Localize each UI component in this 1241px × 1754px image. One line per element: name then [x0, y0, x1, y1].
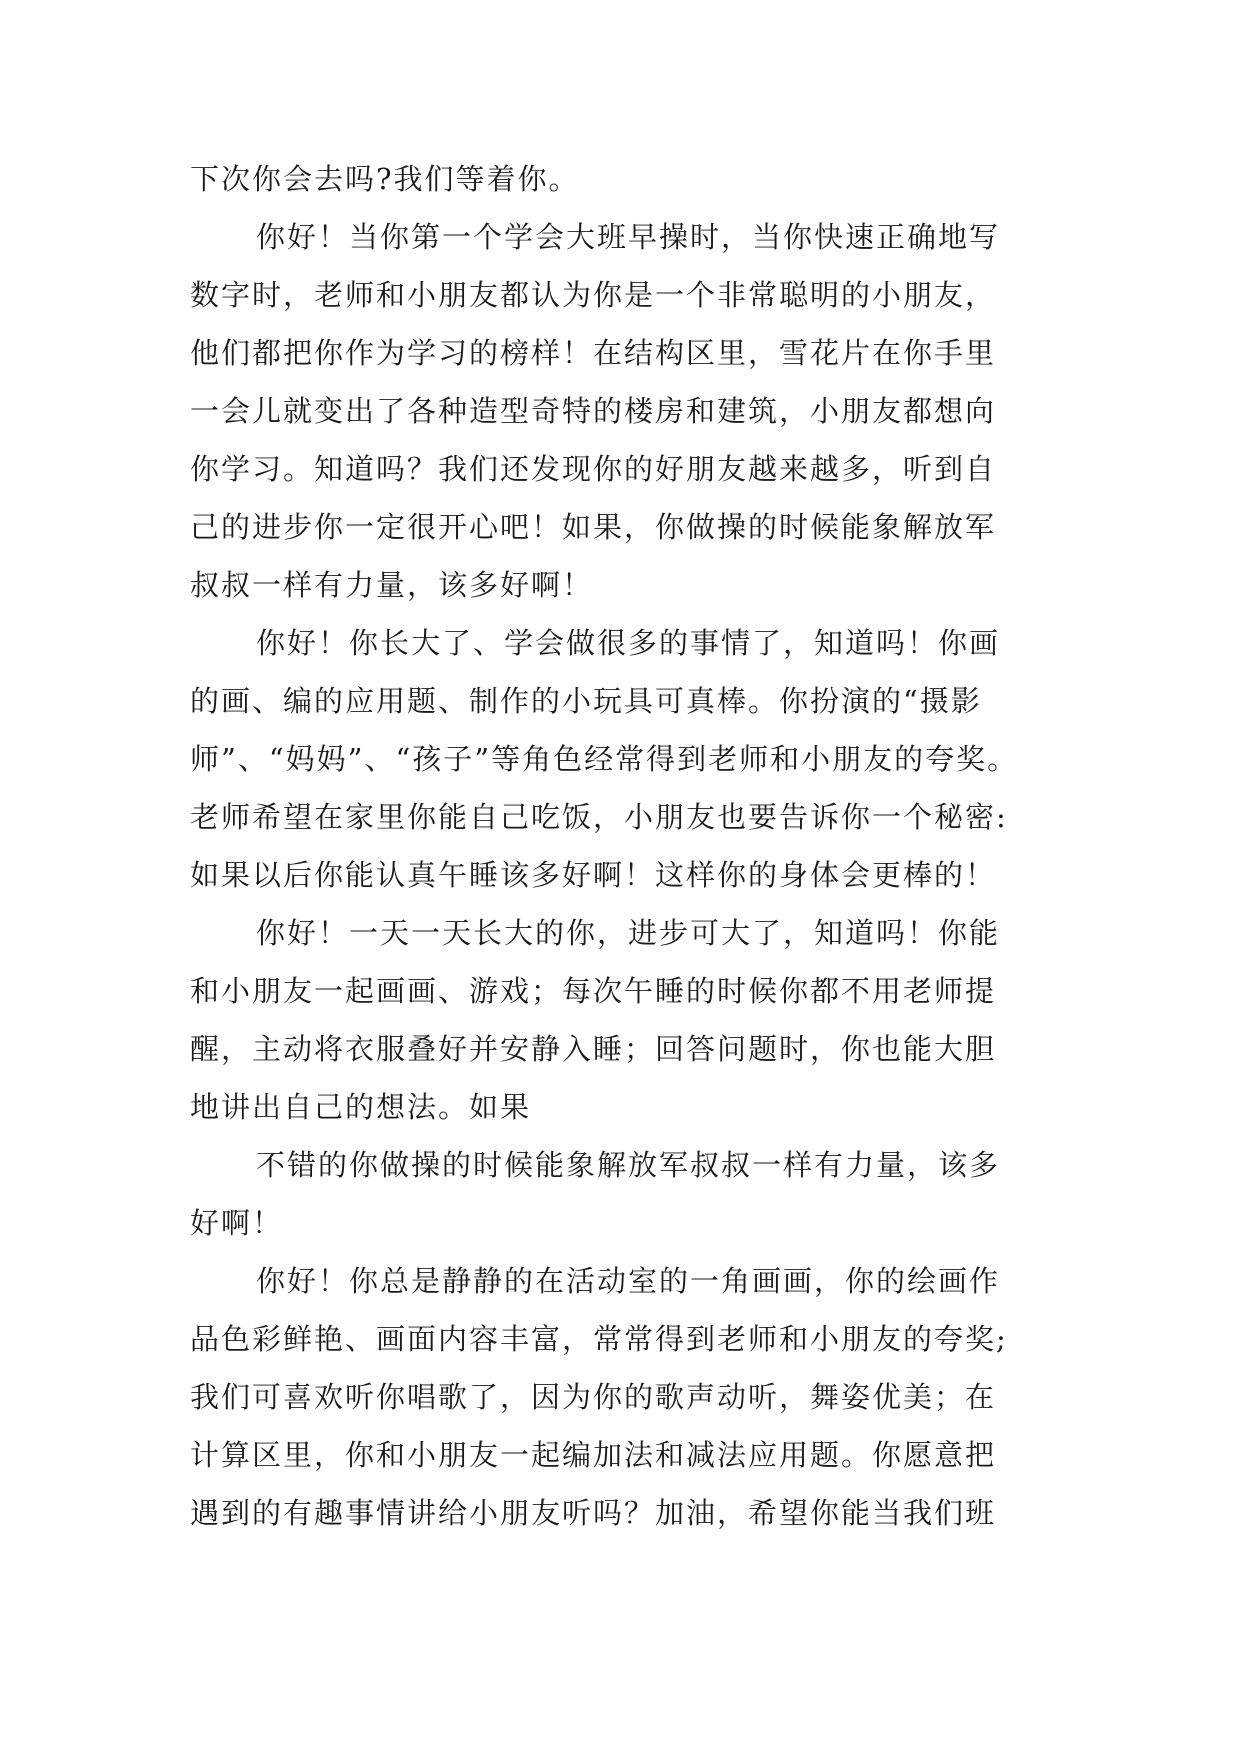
- text-line: 品色彩鲜艳、画面内容丰富，常常得到老师和小朋友的夸奖;: [190, 1322, 1008, 1356]
- text-line: 他们都把你作为学习的榜样！在结构区里，雪花片在你手里: [190, 336, 997, 370]
- text-line: 己的进步你一定很开心吧！如果，你做操的时候能象解放军: [190, 510, 997, 544]
- text-line: 遇到的有趣事情讲给小朋友听吗？加油，希望你能当我们班: [190, 1496, 997, 1530]
- text-line: 叔叔一样有力量，该多好啊！: [190, 568, 594, 602]
- text-line: 地讲出自己的想法。如果: [190, 1090, 532, 1124]
- text-line: 的画、编的应用题、制作的小玩具可真棒。你扮演的“摄影: [190, 684, 982, 718]
- text-line: 我们可喜欢听你唱歌了，因为你的歌声动听，舞姿优美；在: [190, 1380, 997, 1414]
- text-line: 和小朋友一起画画、游戏；每次午睡的时候你都不用老师提: [190, 974, 997, 1008]
- text-line: 师”、“妈妈”、“孩子”等角色经常得到老师和小朋友的夸奖。: [190, 742, 1019, 776]
- text-line: 一会儿就变出了各种造型奇特的楼房和建筑，小朋友都想向: [190, 394, 997, 428]
- text-line: 如果以后你能认真午睡该多好啊！这样你的身体会更棒的！: [190, 858, 997, 892]
- body-text: [190, 150, 1070, 1542]
- text-line: 不错的你做操的时候能象解放军叔叔一样有力量，该多: [256, 1148, 1001, 1182]
- text-line: 醒，主动将衣服叠好并安静入睡；回答问题时，你也能大胆: [190, 1032, 997, 1066]
- text-line: 你好！你长大了、学会做很多的事情了，知道吗！你画: [256, 626, 1001, 660]
- text-line: 下次你会去吗?我们等着你。: [190, 162, 580, 196]
- text-line: 老师希望在家里你能自己吃饭，小朋友也要告诉你一个秘密:: [190, 800, 1008, 834]
- text-line: 你好！一天一天长大的你，进步可大了，知道吗！你能: [256, 916, 1001, 950]
- text-line: 你学习。知道吗？我们还发现你的好朋友越来越多，听到自: [190, 452, 997, 486]
- text-line: 你好！当你第一个学会大班早操时，当你快速正确地写: [256, 220, 1001, 254]
- text-line: 你好！你总是静静的在活动室的一角画画，你的绘画作: [256, 1264, 1001, 1298]
- text-line: 计算区里，你和小朋友一起编加法和减法应用题。你愿意把: [190, 1438, 997, 1472]
- text-line: 数字时，老师和小朋友都认为你是一个非常聪明的小朋友，: [190, 278, 997, 312]
- text-line: 好啊！: [190, 1206, 284, 1240]
